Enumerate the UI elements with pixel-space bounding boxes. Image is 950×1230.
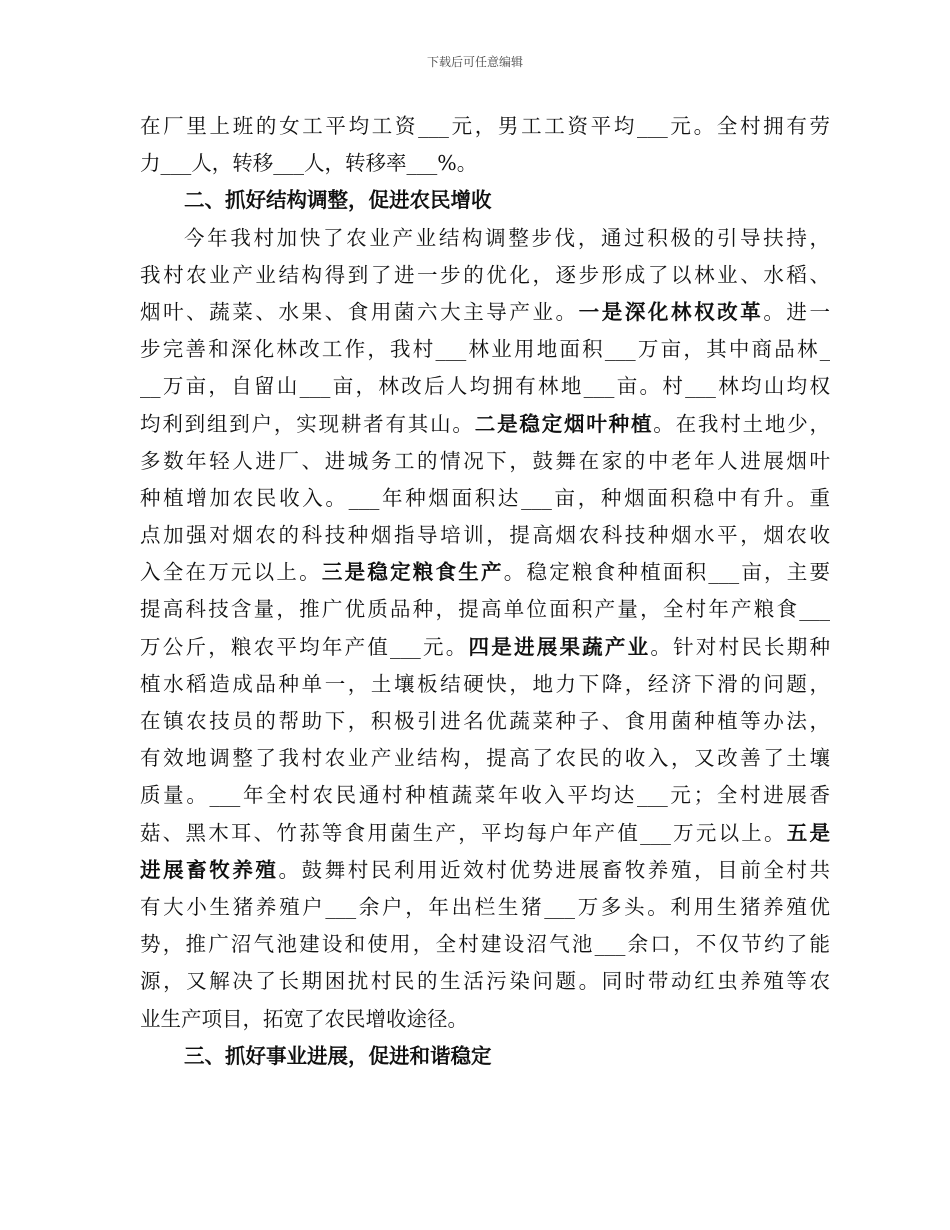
text-line [140, 257, 830, 294]
text-line [140, 1001, 830, 1038]
bold-phrase: 二是稳定烟叶种植 [474, 411, 654, 436]
bold-phrase: 进展畜牧养殖 [140, 857, 279, 882]
bold-phrase: 三、抓好事业进展，促进和谐稳定 [184, 1043, 492, 1068]
text-run: 提高科技含量，推广优质品种，提高单位面积产量，全村年产粮食___ [140, 597, 830, 622]
text-line [140, 777, 830, 814]
text-run: 有效地调整了我村农业产业结构，提高了农民的收入，又改善了土壤 [140, 746, 830, 771]
text-run: 入全在万元以上。 [140, 560, 322, 585]
text-run: 在厂里上班的女工平均工资___元，男工工资平均___元。全村拥有劳 [140, 114, 830, 138]
section-heading [140, 182, 830, 219]
text-line [140, 629, 830, 666]
text-run: 点加强对烟农的科技种烟指导培训，提高烟农科技种烟水平，烟农收 [140, 523, 830, 548]
text-run: 。鼓舞村民利用近效村优势进展畜牧养殖，目前全村共 [278, 857, 831, 882]
text-run: 业生产项目，拓宽了农民增收途径。 [140, 1006, 468, 1031]
text-line [140, 331, 830, 368]
text-run: 在镇农技员的帮助下，积极引进名优蔬菜种子、食用菌种植等办法， [140, 709, 830, 733]
text-line [140, 294, 830, 331]
text-line [140, 926, 830, 963]
text-line [140, 740, 830, 777]
text-run: __万亩，自留山___亩，林改后人均拥有林地___亩。村___林均山均权 [140, 374, 830, 399]
text-run: 烟叶、蔬菜、水果、食用菌六大主导产业。 [140, 299, 579, 324]
text-run: 今年我村加快了农业产业结构调整步伐，通过积极的引导扶持， [184, 225, 830, 250]
text-run: 势，推广沼气池建设和使用，全村建设沼气池___余口，不仅节约了能 [140, 932, 830, 957]
text-line [140, 517, 830, 554]
text-run: 质量。___年全村农民通村种植蔬菜年收入平均达___元；全村进展香 [140, 783, 830, 808]
text-run: 万公斤，粮农平均年产值___元。 [140, 634, 469, 659]
text-run: 植水稻造成品种单一，土壤板结硬快，地力下降，经济下滑的问题， [140, 671, 830, 696]
text-line [140, 815, 830, 852]
bold-phrase: 一是深化林权改革 [578, 299, 764, 324]
text-run: 我村农业产业结构得到了进一步的优化，逐步形成了以林业、水稻、 [140, 262, 830, 287]
text-line [140, 963, 830, 1000]
text-run: 步完善和深化林改工作，我村___林业用地面积___万亩，其中商品林_ [140, 337, 830, 362]
text-run: 源，又解决了长期困扰村民的生活污染问题。同时带动红虫养殖等农 [140, 969, 830, 994]
text-run: 多数年轻人进厂、进城务工的情况下，鼓舞在家的中老年人进展烟叶 [140, 448, 830, 473]
text-line [140, 889, 830, 926]
text-run: 。针对村民长期种 [650, 634, 831, 659]
text-run: 有大小生猪养殖户___余户，年出栏生猪___万多头。利用生猪养殖优 [140, 894, 830, 919]
text-run: 均利到组到户，实现耕者有其山。 [140, 411, 475, 436]
bold-phrase: 三是稳定粮食生产 [321, 560, 504, 585]
bold-phrase: 四是进展果蔬产业 [468, 634, 651, 659]
text-run: 。进一 [763, 299, 831, 324]
text-line [140, 554, 830, 591]
text-line [140, 852, 830, 889]
text-run: 力___人，转移___人，转移率___%。 [140, 151, 478, 176]
text-line [140, 591, 830, 628]
text-run: 菇、黑木耳、竹荪等食用菌生产，平均每户年产值___万元以上。 [140, 820, 787, 845]
bold-phrase: 五是 [786, 820, 830, 845]
text-line [140, 145, 830, 182]
text-line [140, 443, 830, 480]
text-line [140, 703, 830, 740]
text-run: 种植增加农民收入。___年种烟面积达___亩，种烟面积稳中有升。重 [140, 485, 830, 510]
text-line [140, 666, 830, 703]
text-line [140, 480, 830, 517]
section-heading [140, 1038, 830, 1075]
bold-phrase: 二、抓好结构调整，促进农民增收 [184, 188, 492, 213]
page-header: 下载后可任意编辑 [426, 55, 523, 69]
text-run: 。稳定粮食种植面积___亩，主要 [503, 560, 831, 585]
text-line [140, 368, 830, 405]
text-line [140, 220, 830, 257]
text-line [140, 406, 830, 443]
text-line [140, 108, 830, 145]
document-body [140, 108, 830, 1075]
text-run: 。在我村土地少， [653, 411, 831, 436]
